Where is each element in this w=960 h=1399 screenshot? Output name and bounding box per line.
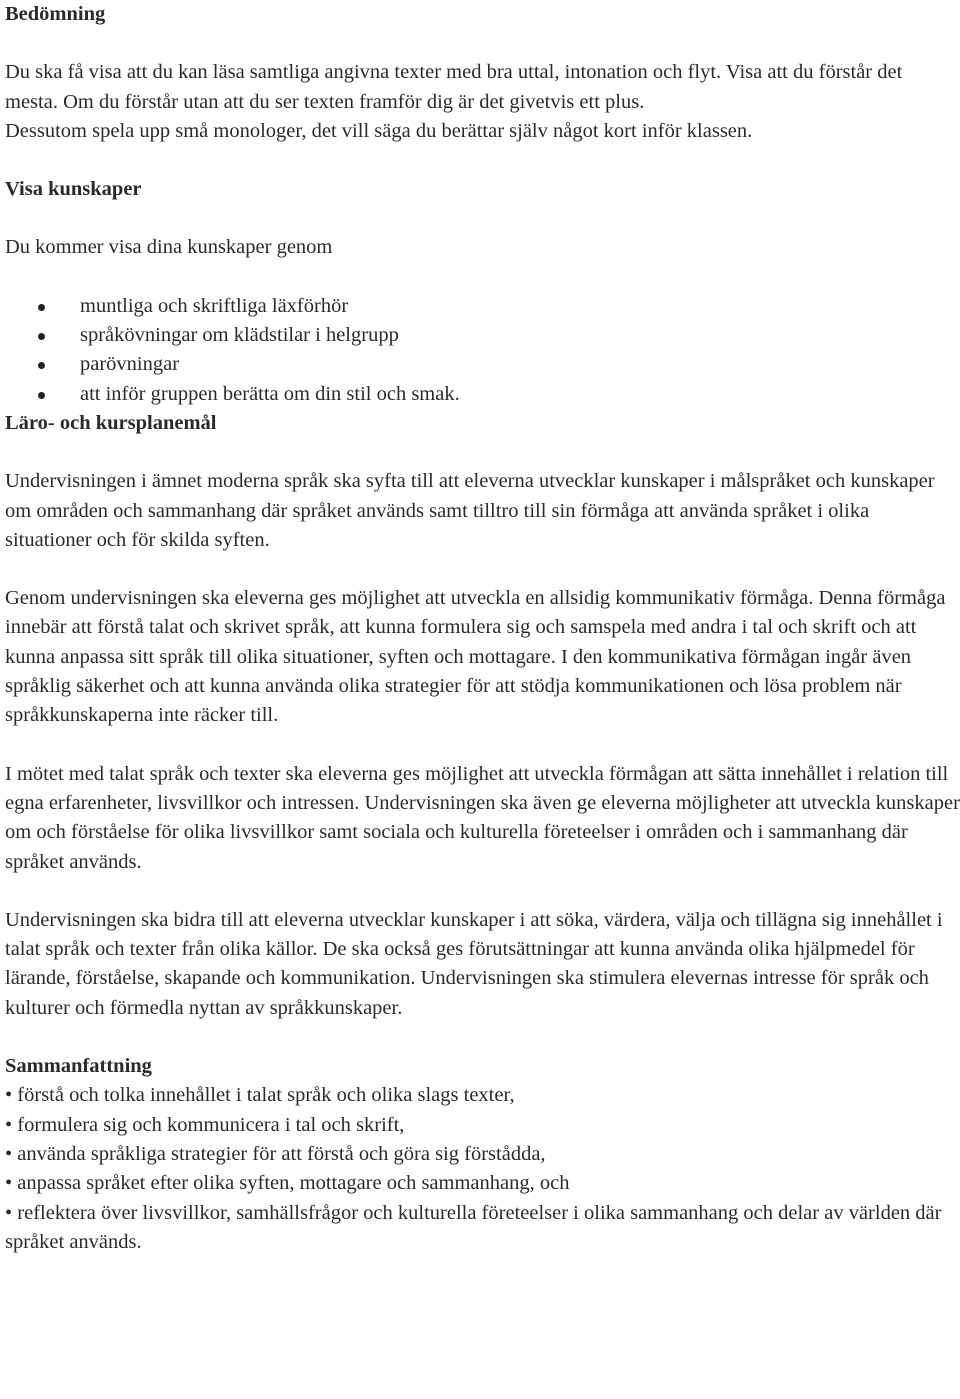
sammanfattning-heading: Sammanfattning: [5, 1055, 152, 1078]
list-item: • reflektera över livsvillkor, samhällsfrågor och kulturella företeelser i olika sammanhang och delar av världen där språket används.: [5, 1201, 942, 1253]
list-item: parövningar: [5, 350, 960, 379]
list-item: • förstå och tolka innehållet i talat språk och olika slags texter,: [5, 1084, 515, 1107]
document-page: [5, 0, 960, 1257]
bullet-icon: [38, 362, 45, 369]
bedomning-paragraph-1: Du ska få visa att du kan läsa samtliga angivna texter med bra uttal, intonation och flyt. Visa att du förstår det mesta. Om du förstår utan att du ser texten framför dig är det givetvis ett plus.: [5, 61, 903, 113]
visa-kunskaper-list: [5, 292, 960, 409]
list-item: muntliga och skriftliga läxförhör: [5, 292, 960, 321]
sammanfattning-list: [5, 1081, 960, 1257]
visa-kunskaper-intro: Du kommer visa dina kunskaper genom: [5, 236, 333, 259]
laro-paragraph-4: Undervisningen ska bidra till att eleverna utvecklar kunskaper i att söka, värdera, välja och tillägna sig innehållet i talat språk och texter från olika källor. De ska också ges förutsättningar att kunna använda olika hjälpmedel för lärande, förståelse, skapande och kommunikation. Undervisningen ska stimulera elevernas intresse för språk och kulturer och förmedla nyttan av språkkunskaper.: [5, 908, 943, 1019]
list-item: • använda språkliga strategier för att förstå och göra sig förstådda,: [5, 1142, 546, 1165]
laro-paragraph-1: Undervisningen i ämnet moderna språk ska syfta till att eleverna utvecklar kunskaper i målspråket och kunskaper om områden och sammanhang där språket används samt tilltro till sin förmåga att använda språket i olika situationer och för skilda syften.: [5, 470, 935, 551]
bedomning-heading: Bedömning: [5, 3, 106, 25]
list-item: språkövningar om klädstilar i helgrupp: [5, 321, 960, 350]
list-item: att inför gruppen berätta om din stil och smak.: [5, 380, 960, 409]
laro-paragraph-2: Genom undervisningen ska eleverna ges möjlighet att utveckla en allsidig kommunikativ förmåga. Denna förmåga innebär att förstå talat och skrivet språk, att kunna formulera sig och samspela med andra i tal och skrift och att kunna anpassa sitt språk till olika situationer, syften och mottagare. I den kommunikativa förmågan ingår även språklig säkerhet och att kunna använda olika strategier för att stödja kommunikationen och lösa problem när språkkunskaperna inte räcker till.: [5, 587, 946, 727]
bullet-icon: [38, 333, 45, 340]
list-item: • anpassa språket efter olika syften, mottagare och sammanhang, och: [5, 1172, 570, 1195]
visa-kunskaper-heading: Visa kunskaper: [5, 178, 142, 201]
laro-heading: Läro- och kursplanemål: [5, 411, 217, 434]
bullet-icon: [38, 304, 45, 311]
bedomning-paragraph-2: Dessutom spela upp små monologer, det vill säga du berättar själv något kort inför klassen.: [5, 119, 753, 142]
bullet-icon: [38, 392, 45, 399]
laro-paragraph-3: I mötet med talat språk och texter ska eleverna ges möjlighet att utveckla förmågan att sätta innehållet i relation till egna erfarenheter, livsvillkor och intressen. Undervisningen ska även ge eleverna möjligheter att utveckla kunskaper om och förståelse för olika livsvillkor samt sociala och kulturella företeelser i områden och i sammanhang där språket används.: [5, 762, 960, 873]
list-item: • formulera sig och kommunicera i tal och skrift,: [5, 1113, 405, 1136]
